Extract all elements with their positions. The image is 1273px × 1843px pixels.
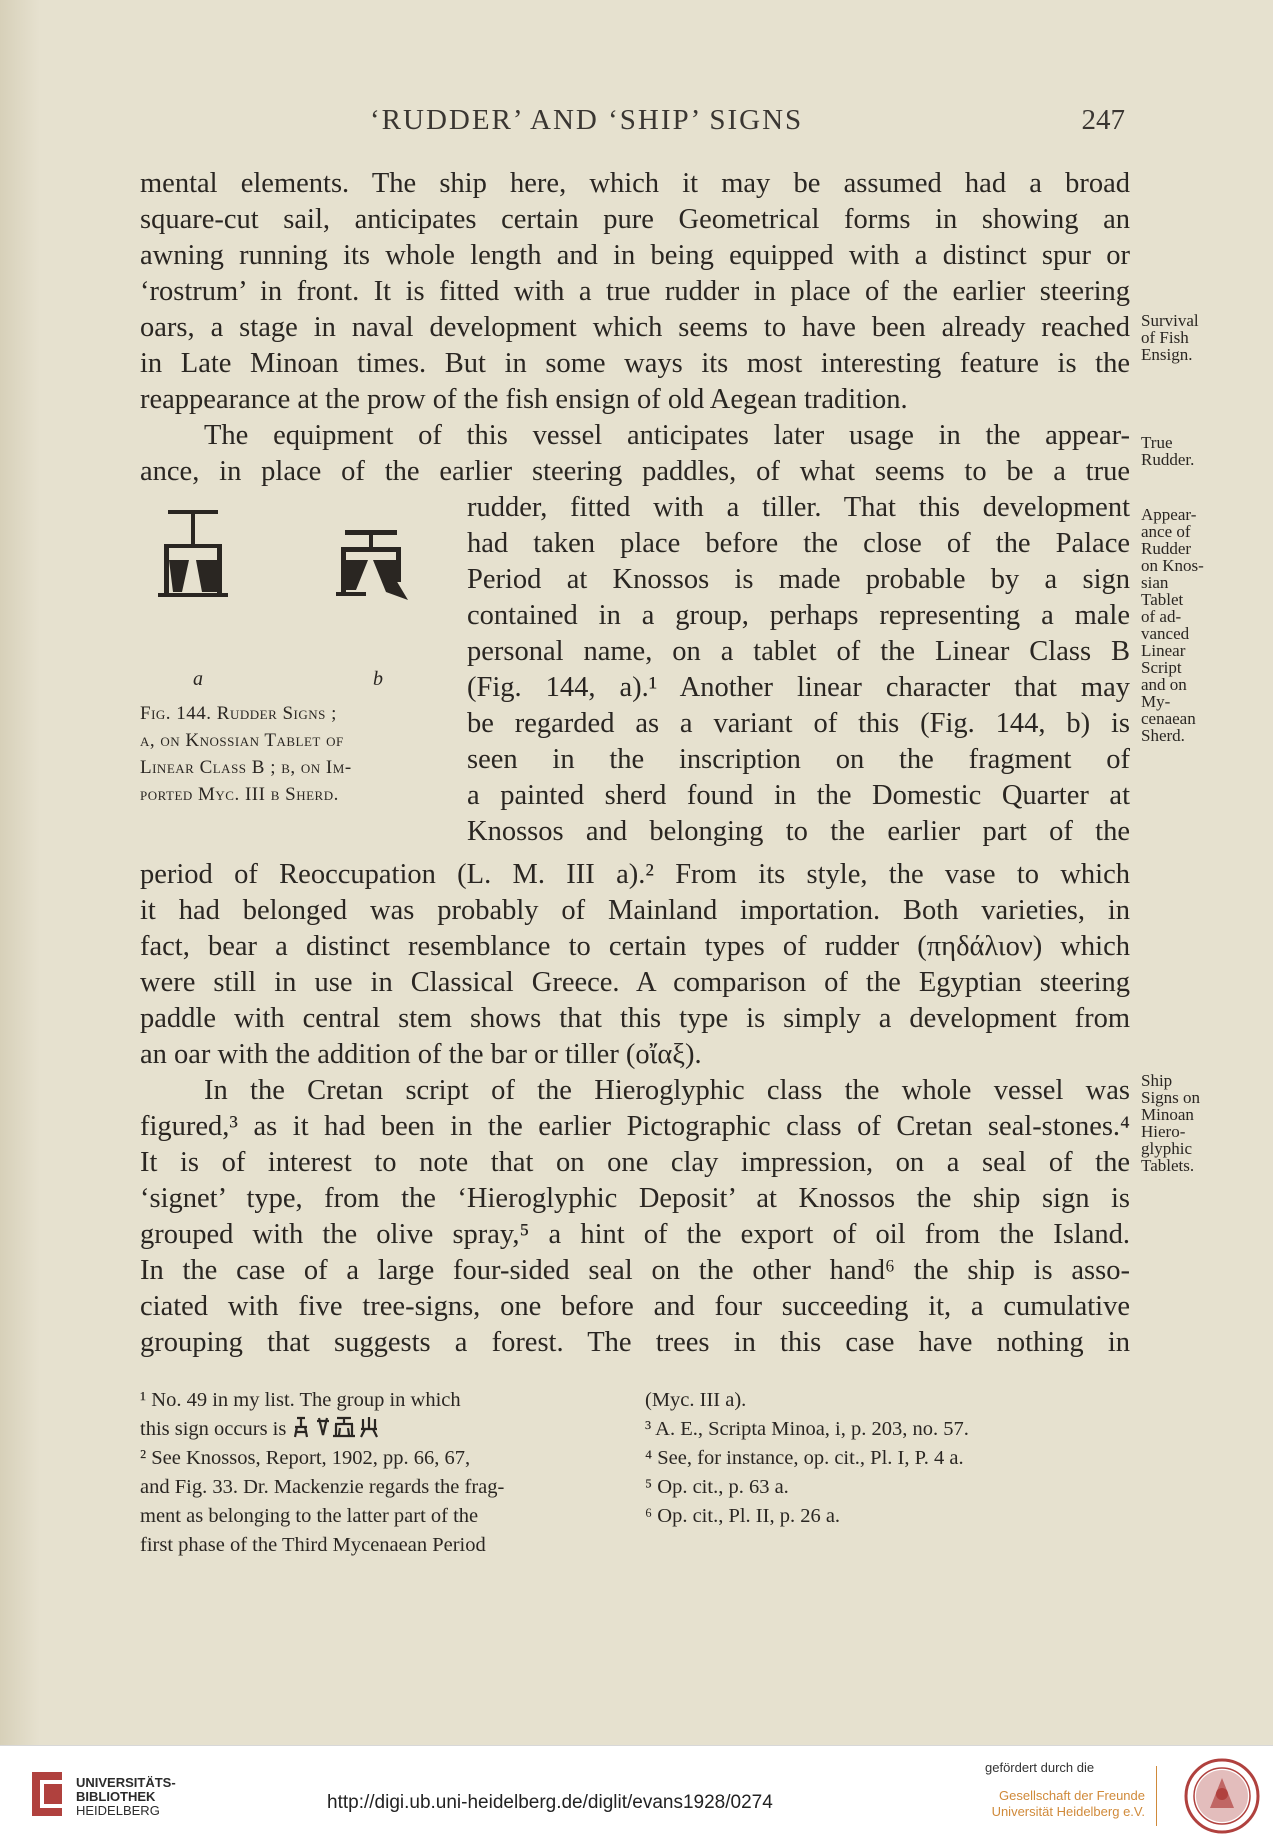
sidenote-line: Signs on xyxy=(1141,1088,1201,1107)
text-line: fact, bear a distinct resemblance to certain types of rudder (πηδάλιον) which xyxy=(140,931,1130,962)
sidenote-line: Tablet xyxy=(1141,590,1184,609)
footnote-line: ⁵ Op. cit., p. 63 a. xyxy=(645,1476,789,1498)
sidenote-line: Sherd. xyxy=(1141,726,1185,745)
caption-line: ported Myc. III b Sherd. xyxy=(140,784,339,805)
footnote-line: ¹ No. 49 in my list. The group in which xyxy=(140,1389,461,1411)
library-line: HEIDELBERG xyxy=(76,1803,160,1818)
text-line: Period at Knossos is made probable by a sign xyxy=(467,564,1130,595)
text-line: paddle with central stem shows that this type is simply a development from xyxy=(140,1003,1130,1034)
university-seal-icon xyxy=(1184,1758,1260,1834)
text-line: seen in the inscription on the fragment of xyxy=(467,744,1130,775)
text-line: ance, in place of the earlier steering paddles, of what seems to be a true xyxy=(140,456,1130,487)
text-line: ‘signet’ type, from the ‘Hieroglyphic Deposit’ at Knossos the ship sign is xyxy=(140,1183,1130,1214)
text-line: period of Reoccupation (L. M. III a).² From its style, the vase to which xyxy=(140,859,1130,890)
caption-line: Linear Class B ; b, on Im- xyxy=(140,757,352,778)
sidenote-line: Tablets. xyxy=(1141,1156,1195,1175)
rudder-signs-figure xyxy=(140,500,440,700)
text-line: Knossos and belonging to the earlier part of the xyxy=(467,816,1130,847)
rudder-sign-b xyxy=(336,530,408,600)
text-line: It is of interest to note that on one clay impression, on a seal of the xyxy=(140,1147,1130,1178)
sidenote-line: My- xyxy=(1141,692,1171,711)
text-line: The equipment of this vessel anticipates later usage in the appear- xyxy=(204,420,1130,451)
sidenote-line: sian xyxy=(1141,573,1169,592)
text-line: In the case of a large four-sided seal on the other hand⁶ the ship is asso- xyxy=(140,1255,1130,1286)
text-line: In the Cretan script of the Hieroglyphic class the whole vessel was xyxy=(204,1075,1130,1106)
sidenote-line: Ship xyxy=(1141,1071,1173,1090)
sidenote-line: Linear xyxy=(1141,641,1186,660)
body-text-bottom xyxy=(140,857,1130,1361)
sidenote-true-rudder xyxy=(1141,434,1236,468)
sidenote-appearance-of-rudder xyxy=(1141,506,1236,744)
sponsor-intro: gefördert durch die xyxy=(985,1760,1095,1775)
sidenote-ship-signs xyxy=(1141,1072,1236,1174)
sidenote-line: Appear- xyxy=(1141,505,1197,524)
sidenote-line: Hiero- xyxy=(1141,1122,1186,1141)
text-line: it had belonged was probably of Mainland importation. Both varieties, in xyxy=(140,895,1130,926)
library-line: BIBLIOTHEK xyxy=(76,1789,156,1804)
page-edge-shadow xyxy=(0,0,40,1745)
body-text-beside-figure xyxy=(467,490,1130,850)
footnote-line xyxy=(140,1415,615,1444)
sidenote-line: Survival xyxy=(1141,311,1199,330)
text-line: ciated with five tree-signs, one before and four succeeding it, a cumulative xyxy=(140,1291,1130,1322)
text-line: figured,³ as it had been in the earlier Pictographic class of Cretan seal-stones.⁴ xyxy=(140,1111,1130,1142)
figure-144 xyxy=(140,500,440,830)
sidenote-line: Rudder. xyxy=(1141,450,1195,469)
sidenote-line: Script xyxy=(1141,658,1182,677)
running-header xyxy=(140,100,1125,140)
text-line: personal name, on a tablet of the Linear Class B xyxy=(467,636,1130,667)
rudder-sign-a xyxy=(158,510,228,597)
footnote-line: (Myc. III a). xyxy=(645,1389,747,1411)
text-line: were still in use in Classical Greece. A comparison of the Egyptian steering xyxy=(140,967,1130,998)
text-line: ‘rostrum’ in front. It is fitted with a true rudder in place of the earlier steering xyxy=(140,276,1130,307)
figure-label-b: b xyxy=(373,668,383,690)
sidenote-line: of ad- xyxy=(1141,607,1182,626)
footnote-line: ⁴ See, for instance, op. cit., Pl. I, P. 4 a. xyxy=(645,1447,964,1469)
text-line: grouping that suggests a forest. The trees in this case have nothing in xyxy=(140,1327,1130,1358)
text-line: square-cut sail, anticipates certain pure Geometrical forms in showing an xyxy=(140,204,1130,235)
sidenote-line: True xyxy=(1141,433,1173,452)
caption-line: Fig. 144. Rudder Signs ; xyxy=(140,703,337,724)
digitization-footer xyxy=(0,1745,1273,1843)
sidenote-line: vanced xyxy=(1141,624,1190,643)
sponsor-line: Universität Heidelberg e.V. xyxy=(991,1804,1145,1819)
text-line: grouped with the olive spray,⁵ a hint of the export of oil from the Island. xyxy=(140,1219,1130,1250)
sidenote-line: glyphic xyxy=(1141,1139,1192,1158)
text-line: (Fig. 144, a).¹ Another linear character that may xyxy=(467,672,1130,703)
sidenote-line: Minoan xyxy=(1141,1105,1194,1124)
sidenote-line: on Knos- xyxy=(1141,556,1204,575)
sidenote-line: of Fish xyxy=(1141,328,1189,347)
text-line: in Late Minoan times. But in some ways its most interesting feature is the xyxy=(140,348,1130,379)
caption-line: a, on Knossian Tablet of xyxy=(140,730,344,751)
body-text-top xyxy=(140,166,1130,490)
text-line: had taken place before the close of the Palace xyxy=(467,528,1130,559)
sponsor-line: Gesellschaft der Freunde xyxy=(999,1788,1145,1803)
sidenote-line: Rudder xyxy=(1141,539,1192,558)
library-name xyxy=(76,1776,176,1818)
footnotes-right-column xyxy=(645,1386,1125,1531)
text-line: a painted sherd found in the Domestic Quarter at xyxy=(467,780,1130,811)
library-line: UNIVERSITÄTS- xyxy=(76,1775,176,1790)
footnotes-left-column xyxy=(140,1386,615,1560)
text-line: an oar with the addition of the bar or tiller (οἴαξ). xyxy=(140,1039,702,1070)
permalink-url[interactable]: http://digi.ub.uni-heidelberg.de/diglit/evans1928/0274 xyxy=(327,1792,773,1813)
footnote-fragment: this sign occurs is xyxy=(140,1418,287,1440)
library-logo-icon xyxy=(30,1770,64,1818)
text-line: awning running its whole length and in being equipped with a distinct spur or xyxy=(140,240,1130,271)
footnote-line: ⁶ Op. cit., Pl. II, p. 26 a. xyxy=(645,1505,841,1527)
sidenote-line: Ensign. xyxy=(1141,345,1193,364)
sidenote-line: ance of xyxy=(1141,522,1191,541)
running-title: ‘RUDDER’ AND ‘SHIP’ SIGNS xyxy=(370,104,804,136)
figure-caption xyxy=(140,700,440,808)
footnote-line: first phase of the Third Mycenaean Period xyxy=(140,1534,486,1556)
text-line: contained in a group, perhaps representing a male xyxy=(467,600,1130,631)
page-number: 247 xyxy=(1081,104,1125,136)
sponsor-name xyxy=(985,1788,1145,1820)
sidenote-survival-fish-ensign xyxy=(1141,312,1236,363)
footnote-line: and Fig. 33. Dr. Mackenzie regards the frag- xyxy=(140,1476,505,1498)
sidenote-line: and on xyxy=(1141,675,1187,694)
sponsor-divider xyxy=(1156,1766,1157,1826)
text-line: oars, a stage in naval development which seems to have been already reached xyxy=(140,312,1130,343)
footnote-line: ment as belonging to the latter part of the xyxy=(140,1505,479,1527)
text-line: reappearance at the prow of the fish ensign of old Aegean tradition. xyxy=(140,384,908,415)
figure-label-a: a xyxy=(193,668,203,690)
text-line: rudder, fitted with a tiller. That this development xyxy=(467,492,1130,523)
linear-b-sign-group xyxy=(291,1415,401,1439)
sidenote-line: cenaean xyxy=(1141,709,1196,728)
footnote-line: ³ A. E., Scripta Minoa, i, p. 203, no. 57. xyxy=(645,1418,969,1440)
text-line: mental elements. The ship here, which it may be assumed had a broad xyxy=(140,168,1130,199)
footnote-line: ² See Knossos, Report, 1902, pp. 66, 67, xyxy=(140,1447,471,1469)
text-line: be regarded as a variant of this (Fig. 144, b) is xyxy=(467,708,1130,739)
